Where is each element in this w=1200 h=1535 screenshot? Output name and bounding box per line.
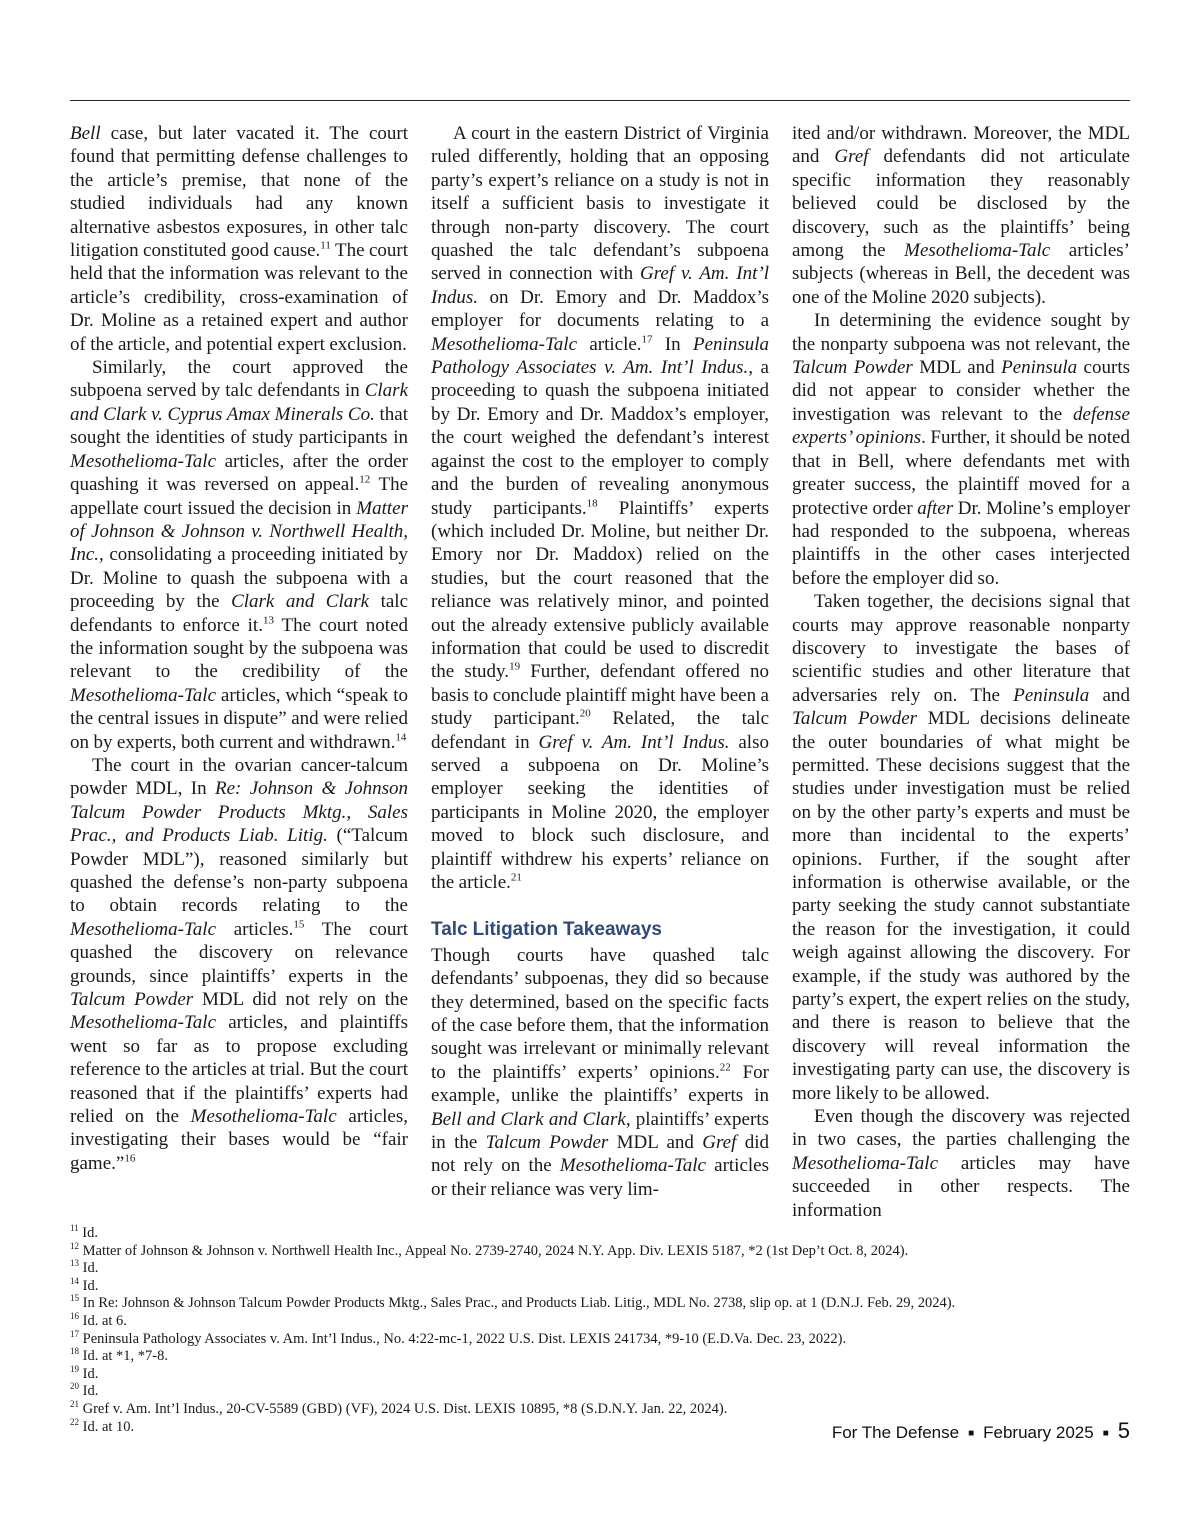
footnote	[70, 1363, 1130, 1384]
footnote-number: 21	[70, 1399, 79, 1410]
paragraph: In determining the evidence sought by the nonparty subpoena was not relevant, the Talcum Powder MDL and Peninsula courts did not appear to consider whether the investigation was relevant to the defense experts’ opinions. Further, it should be noted that in Bell, where defendants met with greater success, the plaintiff moved for a protective order after Dr. Moline’s employer had responded to the subpoena, whereas plaintiffs in the other cases interjected before the employer did so.	[792, 310, 1130, 589]
footnote	[70, 1401, 1130, 1419]
article-body	[70, 122, 1130, 1222]
paragraph: Similarly, the court approved the subpoena served by talc defendants in Clark and Clark v. Cyprus Amax Minerals Co. that sought the identities of study participants in Mesothelioma-Talc articles, after the order quashing it was reversed on appeal.$^{12}$ The appellate court issued the decision in Matter of Johnson & Johnson v. Northwell Health, Inc., consolidating a proceeding initiated by Dr. Moline to quash the subpoena with a proceeding by the Clark and Clark talc defendants to enforce it.$^{13}$ The court noted the information sought by the subpoena was relevant to the credibility of the Mesothelioma-Talc articles, which “speak to the central issues in dispute” and were relied on by experts, both current and withdrawn.$^{14}$	[70, 357, 408, 753]
column-1	[70, 122, 408, 1222]
footnote-number: 14	[70, 1275, 79, 1286]
footnote-text: Gref v. Am. Int’l Indus., 20-CV-5589 (GBD) (VF), 2024 U.S. Dist. LEXIS 10895, *8 (S.D.N.Y. Jan. 22, 2024).	[79, 1400, 728, 1417]
separator-icon: ■	[968, 1428, 975, 1439]
column-2	[431, 122, 769, 1222]
publication-name: For The Defense	[831, 1423, 960, 1442]
footnote	[70, 1225, 1130, 1243]
paragraph: ited and/or withdrawn. Moreover, the MDL and Gref defendants did not articulate specific information they reasonably believed could be disclosed by the discovery, such as the plaintiffs’ being among the Mesothelioma-Talc articles’ subjects (whereas in Bell, the decedent was one of the Moline 2020 subjects).	[792, 123, 1130, 308]
footnote-number: 13	[70, 1258, 79, 1269]
paragraph: A court in the eastern District of Virginia ruled differently, holding that an opposing party’s expert’s reliance on a study is not in itself a sufficient basis to investigate it through non-party discovery. The court quashed the talc defendant’s subpoena served in connection with Gref v. Am. Int’l Indus. on Dr. Emory and Dr. Maddox’s employer for documents relating to a Mesothelioma-Talc article.$^{17}$ In Peninsula Pathology Associates v. Am. Int’l Indus., a proceeding to quash the subpoena initiated by Dr. Emory and Dr. Maddox’s employer, the court weighed the defendant’s interest against the cost to the employer to comply and the burden of revealing anonymous study participants.$^{18}$ Plaintiffs’ experts (which included Dr. Moline, but neither Dr. Emory nor Dr. Maddox) relied on the studies, but the court reasoned that the reliance was relatively minor, and pointed out the already extensive publicly available information that could be used to discredit the study.$^{19}$ Further, defendant offered no basis to conclude plaintiff might have been a study participant.$^{20}$ Related, the talc defendant in Gref v. Am. Int’l Indus. also served a subpoena on Dr. Moline’s employer seeking the identities of participants in Moline 2020, the employer moved to block such disclosure, and plaintiff withdrew his experts’ reliance on the article.$^{21}$	[431, 123, 770, 893]
footnotes	[70, 1225, 1130, 1436]
column-3	[792, 122, 1130, 1222]
footnote	[70, 1328, 1130, 1349]
footnote-number: 11	[70, 1223, 79, 1234]
footnote	[70, 1295, 1130, 1313]
footnote-number: 22	[70, 1416, 79, 1427]
footnote-text: Peninsula Pathology Associates v. Am. Int’l Indus., No. 4:22-mc-1, 2022 U.S. Dist. LEXIS 241734, *9-10 (E.D.Va. Dec. 23, 2022).	[79, 1330, 847, 1347]
footnote-text: Id.	[79, 1277, 99, 1294]
section-heading: Talc Litigation Takeaways	[431, 919, 662, 941]
paragraph: Even though the discovery was rejected in two cases, the parties challenging the Mesothelioma-Talc articles may have succeeded in other respects. The information	[792, 1106, 1130, 1221]
footnote-text: Matter of Johnson & Johnson v. Northwell Health Inc., Appeal No. 2739-2740, 2024 N.Y. App. Div. LEXIS 5187, *2 (1st Dep’t Oct. 8, 2024).	[79, 1242, 909, 1259]
footnote	[70, 1383, 1130, 1401]
footnote-number: 15	[70, 1293, 79, 1304]
footnote	[70, 1348, 1130, 1366]
footnote-number: 17	[70, 1328, 79, 1339]
paragraph: The court in the ovarian cancer-talcum powder MDL, In Re: Johnson & Johnson Talcum Powder Products Mktg., Sales Prac., and Products Liab. Litig. (“Talcum Powder MDL”), reasoned similarly but quashed the defense’s non-party subpoena to obtain records relating to the Mesothelioma-Talc articles.$^{15}$ The court quashed the discovery on relevance grounds, since plaintiffs’ experts in the Talcum Powder MDL did not rely on the Mesothelioma-Talc articles, and plaintiffs went so far as to propose excluding reference to the articles at trial. But the court reasoned that if the plaintiffs’ experts had relied on the Mesothelioma-Talc articles, investigating their bases would be “fair game.”$^{16}$	[70, 754, 409, 1174]
footnote-text: Id. at 6.	[79, 1312, 127, 1329]
footnote-text: Id.	[78, 1225, 99, 1241]
separator-icon: ■	[1102, 1428, 1109, 1439]
footnote-text: In Re: Johnson & Johnson Talcum Powder Products Mktg., Sales Prac., and Products Liab. Litig., MDL No. 2738, slip op. at 1 (D.N.J. Feb. 29, 2024).	[79, 1295, 956, 1312]
paragraph: Though courts have quashed talc defendants’ subpoenas, they did so because they determined, based on the specific facts of the case before them, that the information sought was irrelevant or minimally relevant to the plaintiffs’ experts’ opinions.$^{22}$ For example, unlike the plaintiffs’ experts in Bell and Clark and Clark, plaintiffs’ experts in the Talcum Powder MDL and Gref did not rely on the Mesothelioma-Talc articles or their reliance was very lim-	[431, 944, 769, 1200]
footnote-number: 18	[70, 1346, 79, 1357]
footnote-number: 20	[70, 1381, 79, 1392]
footnote-number: 19	[70, 1363, 79, 1374]
footnote	[70, 1313, 1130, 1331]
footnote	[70, 1260, 1130, 1278]
footnote-text: Id. at *1, *7-8.	[79, 1348, 168, 1365]
paragraph: Bell case, but later vacated it. The court found that permitting defense challenges to the article’s premise, that none of the studied individuals had any known alternative asbestos exposures, in other talc litigation constituted good cause.$^{11}$ The court held that the information was relevant to the article’s credibility, cross-examination of Dr. Moline as a retained expert and author of the article, and potential expert exclusion.	[70, 123, 409, 355]
footnote	[70, 1275, 1130, 1296]
top-rule	[70, 100, 1130, 101]
footnote	[70, 1240, 1130, 1261]
paragraph: Taken together, the decisions signal that courts may approve reasonable nonparty discovery to investigate the bases of scientific studies and other literature that adversaries rely on. The Peninsula and Talcum Powder MDL decisions delineate the outer boundaries of what might be permitted. These decisions suggest that the studies under investigation must be relied on by the other party’s experts and must be more than incidental to the experts’ opinions. Further, if the sought after information is otherwise available, or the party seeking the study cannot substantiate the reason for the investigation, it could weigh against allowing the discovery. For example, if the study was authored by the party’s expert, the expert relies on the study, and there is reason to believe that the discovery will reveal information the investigating party can use, the discovery is more likely to be allowed.	[792, 591, 1130, 1104]
footnote-text: Id.	[79, 1365, 99, 1382]
footnote-text: Id. at 10.	[79, 1418, 135, 1435]
page-footer	[832, 1418, 1130, 1444]
footnote-number: 16	[70, 1311, 79, 1322]
page-number: 5	[1117, 1418, 1130, 1443]
footnote-number: 12	[70, 1240, 79, 1251]
footnote-text: Id.	[79, 1383, 99, 1400]
issue-date: February 2025	[983, 1423, 1094, 1442]
footnote-text: Id.	[79, 1260, 99, 1277]
